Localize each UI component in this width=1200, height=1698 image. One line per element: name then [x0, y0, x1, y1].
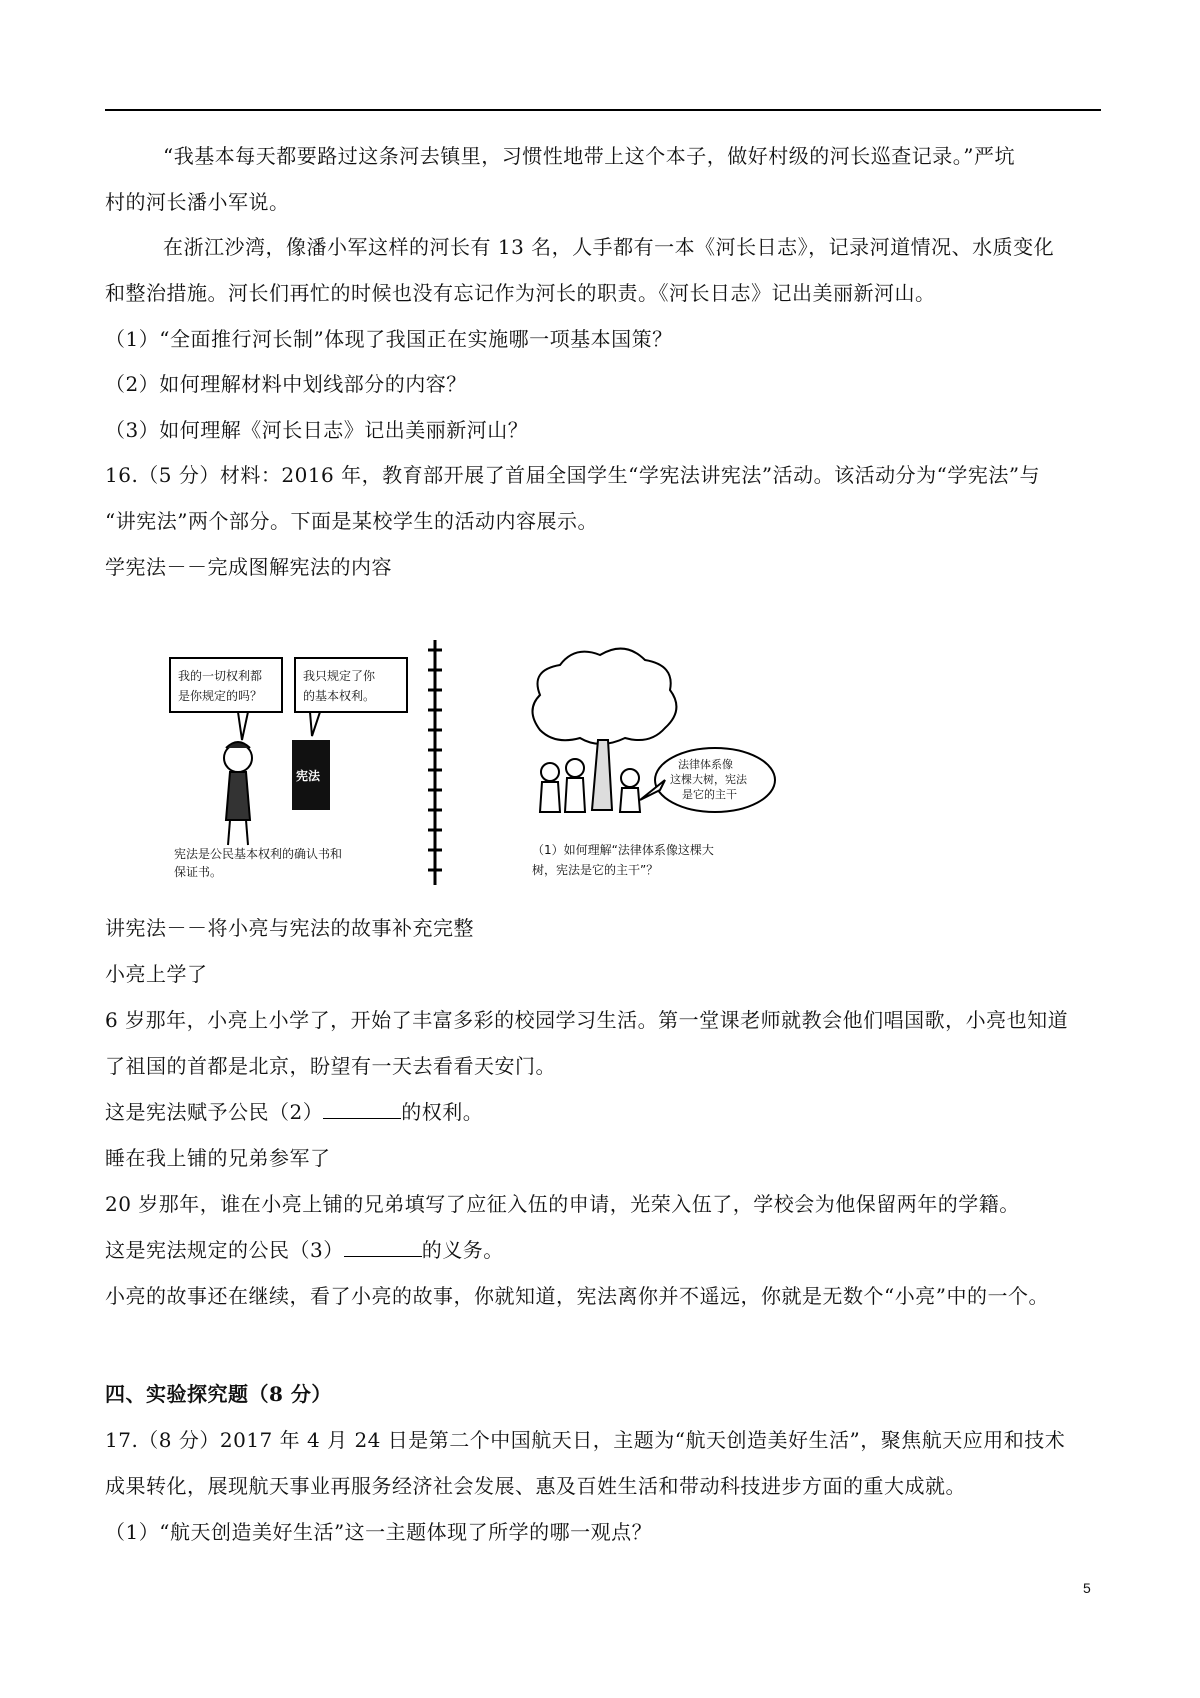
speech-bubble-book	[295, 658, 407, 712]
story-line: 20 岁那年，谁在小亮上铺的兄弟填写了应征入伍的申请，光荣入伍了，学校会为他保留两年的学籍。	[105, 1192, 1020, 1216]
question-item: （3）如何理解《河长日志》记出美丽新河山？	[105, 418, 529, 442]
right-caption: 树，宪法是它的主干”？	[532, 863, 659, 877]
answer-blank	[323, 1100, 401, 1119]
fill-in-prefix: 这是宪法赋予公民（2）	[105, 1100, 324, 1124]
story-title: 小亮上学了	[105, 962, 208, 986]
left-caption: 保证书。	[174, 865, 223, 879]
question-item: （1）“航天创造美好生活”这一主题体现了所学的哪一观点？	[105, 1520, 653, 1544]
right-caption: （1）如何理解“法律体系像这棵大	[532, 843, 714, 857]
question-item: （1）“全面推行河长制”体现了我国正在实施哪一项基本国策？	[105, 327, 673, 351]
story-title: 睡在我上铺的兄弟参军了	[105, 1146, 331, 1170]
person-figure	[224, 742, 252, 845]
bubble-text: 我的一切权利都	[178, 669, 263, 683]
people-group	[540, 759, 640, 812]
fill-in-question	[105, 1098, 483, 1126]
bubble-text: 是你规定的吗？	[178, 689, 263, 703]
bubble-text: 法律体系像	[678, 758, 733, 771]
fill-in-suffix: 的义务。	[421, 1238, 504, 1262]
question-item: （2）如何理解材料中划线部分的内容？	[105, 372, 467, 396]
book-label: 宪法	[296, 769, 321, 783]
page-number: 5	[1083, 1580, 1091, 1596]
speech-bubble-left	[170, 658, 282, 712]
learn-constitution-heading: 学宪法－－完成图解宪法的内容	[105, 555, 392, 579]
question-17: 17.（8 分）2017 年 4 月 24 日是第二个中国航天日，主题为“航天创造美好生活”，聚焦航天应用和技术	[105, 1428, 1066, 1452]
fill-in-question	[105, 1236, 504, 1264]
left-caption: 宪法是公民基本权利的确认书和	[174, 847, 343, 861]
paragraph-line: 在浙江沙湾，像潘小军这样的河长有 13 名，人手都有一本《河长日志》，记录河道情况、水质变化	[163, 235, 1055, 259]
bubble-text: 这棵大树，宪法	[670, 773, 747, 786]
story-line: 6 岁那年，小亮上小学了，开始了丰富多彩的校园学习生活。第一堂课老师就教会他们唱国歌，小亮也知道	[105, 1008, 1069, 1032]
bubble-text: 我只规定了你	[303, 669, 376, 683]
constitution-illustration	[130, 640, 950, 885]
question-17-cont: 成果转化，展现航天事业再服务经济社会发展、惠及百姓生活和带动科技进步方面的重大成就。	[105, 1474, 966, 1498]
speak-constitution-heading: 讲宪法－－将小亮与宪法的故事补充完整	[105, 916, 474, 940]
divider-chain	[428, 640, 442, 885]
bubble-text: 的基本权利。	[303, 689, 376, 703]
section-heading: 四、实验探究题（8 分）	[105, 1382, 332, 1406]
fill-in-suffix: 的权利。	[401, 1100, 484, 1124]
header-rule	[105, 109, 1101, 111]
question-16: 16.（5 分）材料：2016 年，教育部开展了首届全国学生“学宪法讲宪法”活动。该活动分为“学宪法”与	[105, 463, 1041, 487]
paragraph-line: “我基本每天都要路过这条河去镇里，习惯性地带上这个本子，做好村级的河长巡查记录。”严坑	[163, 144, 1015, 168]
paragraph-line: 村的河长潘小军说。	[105, 190, 290, 214]
fill-in-prefix: 这是宪法规定的公民（3）	[105, 1238, 344, 1262]
paragraph-line: 和整治措施。河长们再忙的时候也没有忘记作为河长的职责。《河长日志》记出美丽新河山。	[105, 281, 936, 305]
closing-line: 小亮的故事还在继续，看了小亮的故事，你就知道，宪法离你并不遥远，你就是无数个“小亮”中的一个。	[105, 1284, 1049, 1308]
answer-blank	[344, 1238, 422, 1257]
story-line: 了祖国的首都是北京，盼望有一天去看看天安门。	[105, 1054, 556, 1078]
question-16-cont: “讲宪法”两个部分。下面是某校学生的活动内容展示。	[105, 509, 598, 533]
bubble-text: 是它的主干	[682, 788, 737, 801]
